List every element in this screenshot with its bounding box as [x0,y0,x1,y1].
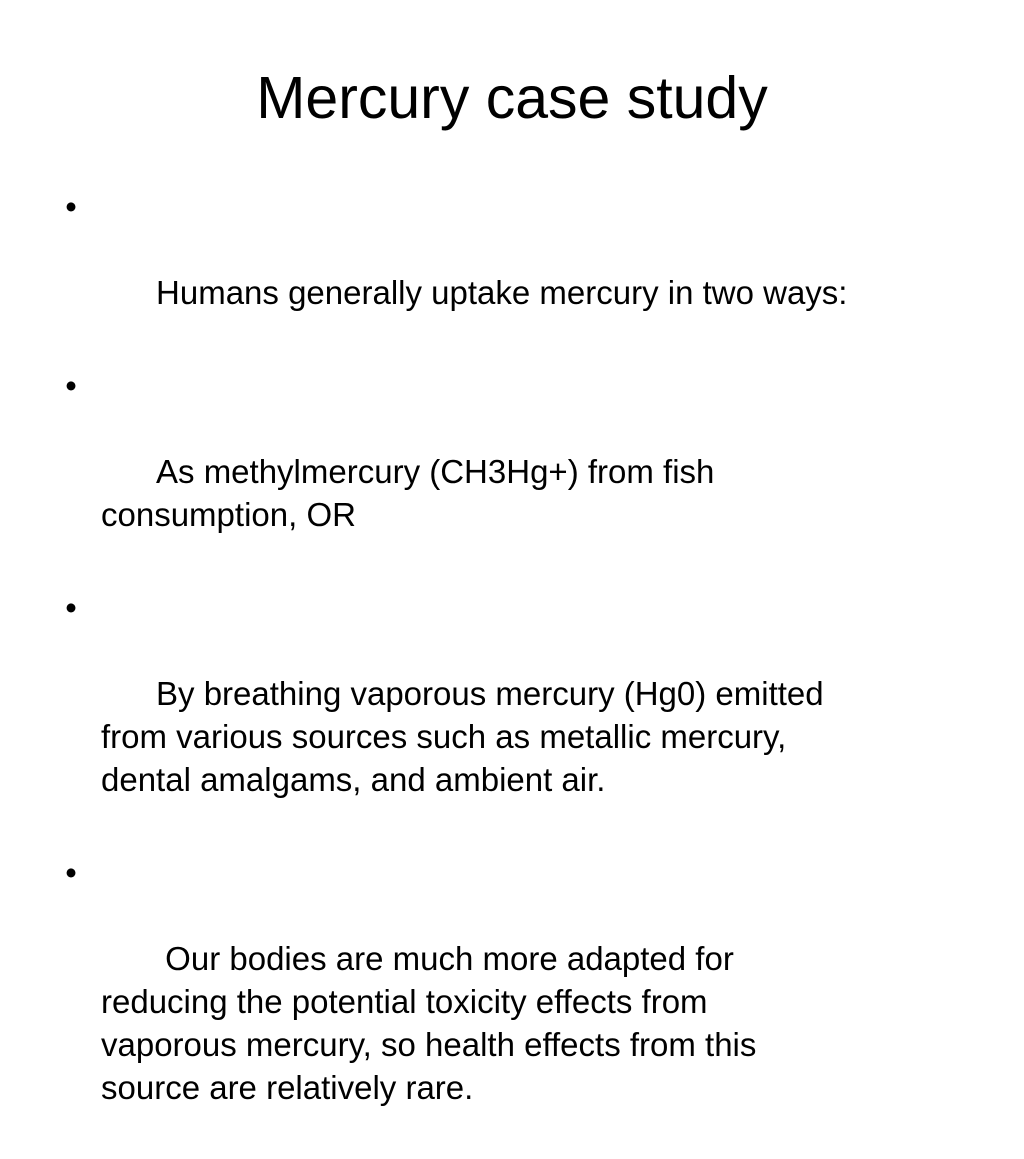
slide-title: Mercury case study [256,65,768,131]
bullet-icon: • [65,367,77,404]
bullet-list [57,185,957,1159]
bullet-text: Our bodies are much more adapted for reducing the potential toxicity effects from vaporous mercury, so health effects from this source are relatively rare. [101,940,757,1106]
bullet-item-2 [57,364,957,579]
bullet-item-3 [57,586,957,844]
bullet-item-1 [57,185,957,357]
bullet-icon: • [65,854,77,891]
bullet-text: By breathing vaporous mercury (Hg0) emitted from various sources such as metallic mercury, dental amalgams, and ambient air. [101,675,824,798]
bullet-item-4 [57,851,957,1152]
bullet-icon: • [65,589,77,626]
bullet-icon: • [65,188,77,225]
bullet-text: As methylmercury (CH3Hg+) from fish consumption, OR [101,453,715,533]
bullet-text: Humans generally uptake mercury in two ways: [156,274,848,311]
